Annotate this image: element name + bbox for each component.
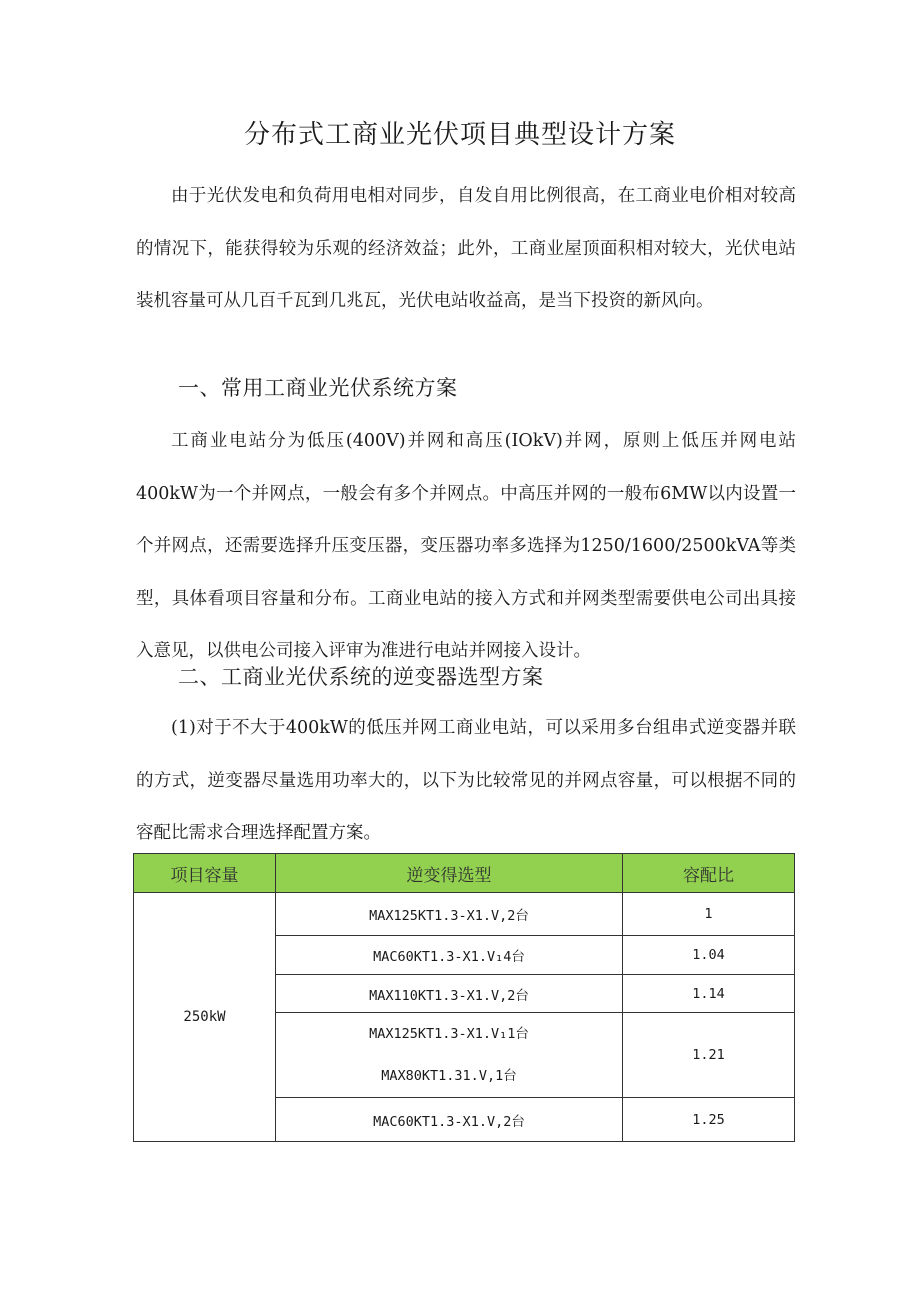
table-header-row bbox=[134, 854, 795, 893]
inverter-cell: MAC60KT1.3-X1.V,2台 bbox=[276, 1098, 623, 1142]
section2-heading: 二、工商业光伏系统的逆变器选型方案 bbox=[178, 665, 544, 689]
intro-paragraph: 由于光伏发电和负荷用电相对同步，自发自用比例很高，在工商业电价相对较高的情况下，能获得较为乐观的经济效益；此外，工商业屋顶面积相对较大，光伏电站装机容量可从几百千瓦到几兆瓦，光伏电站收益高，是当下投资的新风向。 bbox=[136, 186, 796, 311]
inverter-cell bbox=[276, 1013, 623, 1098]
inverter-line: MAX80KT1.31.V,1台 bbox=[381, 1068, 517, 1084]
inverter-line: MAX125KT1.3-X1.V₁1台 bbox=[369, 1026, 529, 1042]
header-ratio: 容配比 bbox=[623, 854, 795, 893]
ratio-cell: 1.21 bbox=[623, 1013, 795, 1098]
section1-body: 工商业电站分为低压(400V)并网和高压(IOkV)并网，原则上低压并网电站400kW为一个并网点，一般会有多个并网点。中高压并网的一般布6MW以内设置一个并网点，还需要选择升压变压器，变压器功率多选择为1250/1600/2500kVA等类型，具体看项目容量和分布。工商业电站的接入方式和并网类型需要供电公司出具接入意见，以供电公司接入评审为准进行电站并网接入设计。 bbox=[136, 431, 796, 661]
header-capacity: 项目容量 bbox=[134, 854, 276, 893]
section2-body: (1)对于不大于400kW的低压并网工商业电站，可以采用多台组串式逆变器并联的方式，逆变器尽量选用功率大的，以下为比较常见的并网点容量，可以根据不同的容配比需求合理选择配置方案。 bbox=[136, 718, 796, 843]
header-inverter: 逆变得选型 bbox=[276, 854, 623, 893]
section1-heading: 一、常用工商业光伏系统方案 bbox=[178, 376, 458, 400]
capacity-cell: 250kW bbox=[134, 893, 276, 1142]
inverter-cell: MAC60KT1.3-X1.V₁4台 bbox=[276, 936, 623, 975]
ratio-cell: 1.25 bbox=[623, 1098, 795, 1142]
table-row bbox=[134, 893, 795, 936]
ratio-cell: 1.04 bbox=[623, 936, 795, 975]
ratio-cell: 1 bbox=[623, 893, 795, 936]
ratio-cell: 1.14 bbox=[623, 975, 795, 1013]
page-title: 分布式工商业光伏项目典型设计方案 bbox=[243, 120, 676, 150]
inverter-selection-table bbox=[133, 853, 795, 1142]
inverter-cell: MAX125KT1.3-X1.V,2台 bbox=[276, 893, 623, 936]
inverter-cell: MAX110KT1.3-X1.V,2台 bbox=[276, 975, 623, 1013]
